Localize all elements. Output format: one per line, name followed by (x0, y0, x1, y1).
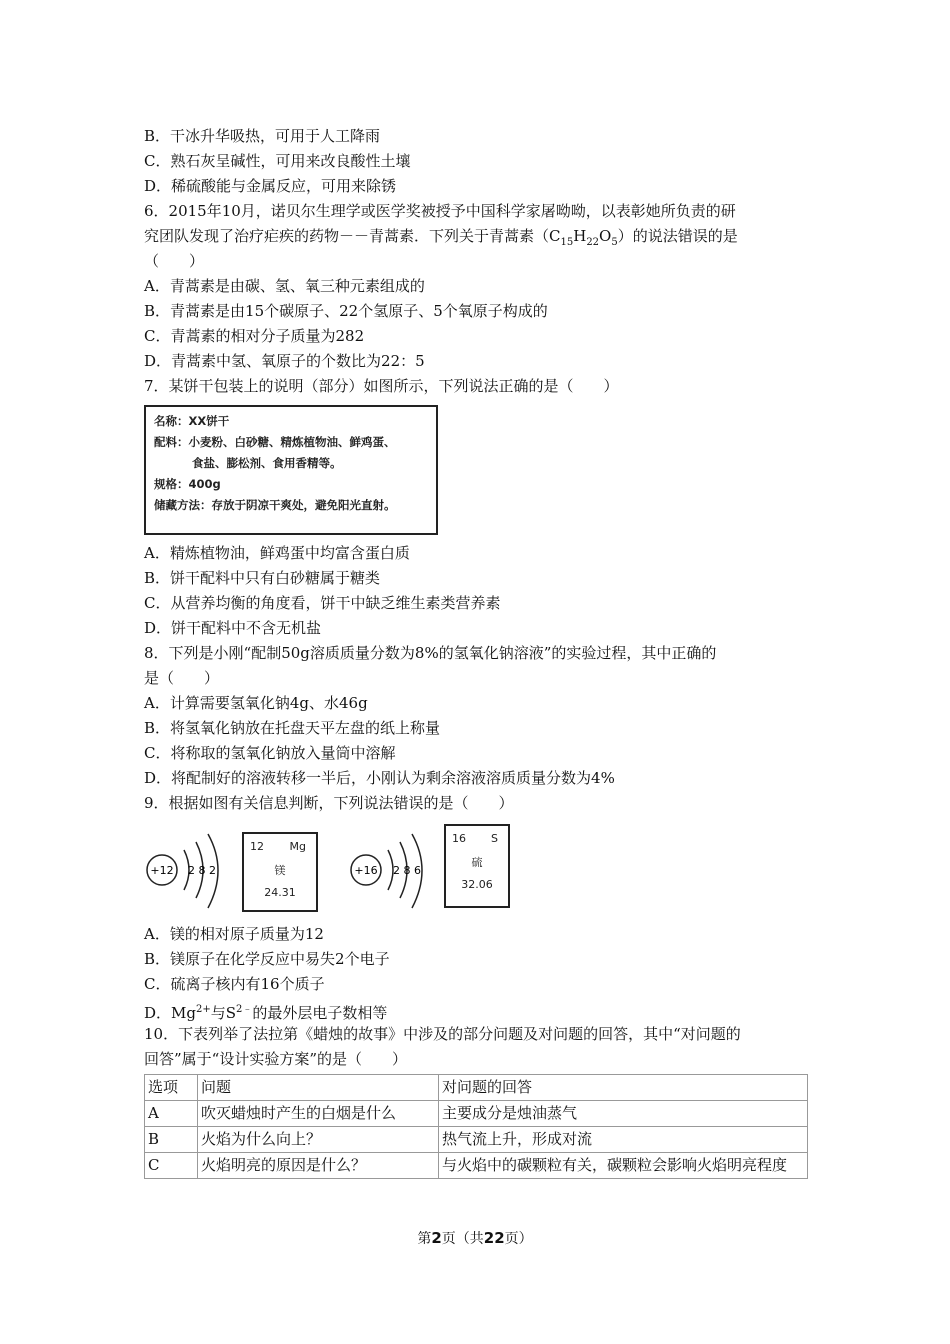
s-element-card (444, 824, 510, 908)
table-row (145, 1101, 808, 1127)
q9-option-b: B．镁原子在化学反应中易失2个电子 (144, 950, 390, 968)
q6-option-c: C．青蒿素的相对分子质量为282 (144, 327, 365, 345)
page-number: 2 (431, 1229, 442, 1247)
q10-stem-line2: 回答”属于“设计实验方案”的是（ ） (144, 1050, 408, 1068)
q8-stem-line2: 是（ ） (144, 669, 220, 687)
page-footer: 第2页（共22页） (417, 1229, 533, 1247)
table-header-cell: 问题 (198, 1075, 439, 1101)
table-cell: 主要成分是烛油蒸气 (439, 1101, 808, 1127)
page-total: 22 (483, 1229, 505, 1247)
candle-question-table (144, 1074, 808, 1179)
table-cell: 与火焰中的碳颗粒有关，碳颗粒会影响火焰明亮程度 (439, 1153, 808, 1179)
q9-option-a: A．镁的相对原子质量为12 (144, 925, 324, 943)
document-page (144, 124, 808, 1179)
q9-stem: 9．根据如图有关信息判断，下列说法错误的是（ ） (144, 794, 514, 812)
q7-stem: 7．某饼干包装上的说明（部分）如图所示，下列说法正确的是（ ） (144, 377, 619, 395)
q8-option-c: C．将称取的氢氧化钠放入量筒中溶解 (144, 744, 396, 762)
mg-mass: 24.31 (264, 886, 296, 899)
q7-option-c: C．从营养均衡的角度看，饼干中缺乏维生素类营养素 (144, 594, 501, 612)
atom-structure-figure (144, 820, 514, 916)
q6-stem-line1: 6．2015年10月，诺贝尔生理学或医学奖被授予中国科学家屠呦呦，以表彰她所负责的研 (144, 202, 736, 220)
mg-symbol: Mg (289, 840, 306, 853)
mg-shells-label: 2 8 2 (188, 864, 216, 877)
table-header-cell: 对问题的回答 (439, 1075, 808, 1101)
q6-option-d: D．青蒿素中氢、氧原子的个数比为22：5 (144, 352, 425, 370)
q5-option-c: C．熟石灰呈碱性，可用来改良酸性土壤 (144, 152, 411, 170)
q6-option-b: B．青蒿素是由15个碳原子、22个氢原子、5个氧原子构成的 (144, 302, 548, 320)
mg-name: 镁 (274, 864, 286, 877)
table-row (145, 1127, 808, 1153)
q8-option-a: A．计算需要氢氧化钠4g、水46g (144, 694, 368, 712)
q6-stem-line2: 究团队发现了治疗疟疾的药物－－青蒿素．下列关于青蒿素$(C_{15}H_{22}O_5)$的说法错误的是 (144, 227, 738, 248)
label-spec: 规格：400g (154, 477, 221, 491)
table-cell: 吹灭蜡烛时产生的白烟是什么 (198, 1101, 439, 1127)
q5-option-b: B．干冰升华吸热，可用于人工降雨 (144, 127, 381, 145)
table-cell: B (145, 1127, 198, 1153)
s-name: 硫 (471, 856, 483, 869)
label-ingredients-1: 配料：小麦粉、白砂糖、精炼植物油、鲜鸡蛋、 (154, 435, 396, 449)
q9-option-c: C．硫离子核内有16个质子 (144, 975, 325, 993)
q6-option-a: A．青蒿素是由碳、氢、氧三种元素组成的 (144, 277, 425, 295)
q10-stem-line1: 10．下表列举了法拉第《蜡烛的故事》中涉及的部分问题及对问题的回答，其中“对问题的 (144, 1025, 741, 1043)
table-cell: 火焰明亮的原因是什么？ (198, 1153, 439, 1179)
table-cell: A (145, 1101, 198, 1127)
biscuit-label-figure (144, 405, 438, 535)
s-nucleus-label: +16 (354, 864, 378, 877)
s-atomic-number: 16 (452, 832, 466, 845)
q8-option-d: D．将配制好的溶液转移一半后，小刚认为剩余溶液溶质质量分数为4% (144, 769, 615, 787)
q6-answer-paren: （ ） (144, 252, 205, 270)
s-symbol: S (491, 832, 498, 845)
mg-element-card (242, 832, 318, 912)
q9-option-d: D．$Mg^{2+}$与$S^{2﹣}$的最外层电子数相等 (144, 1004, 388, 1022)
table-header-row (145, 1075, 808, 1101)
table-cell: 热气流上升，形成对流 (439, 1127, 808, 1153)
label-name: 名称：XX饼干 (154, 414, 230, 428)
table-header-cell: 选项 (145, 1075, 198, 1101)
q5-option-d: D．稀硫酸能与金属反应，可用来除锈 (144, 177, 397, 195)
table-cell: 火焰为什么向上？ (198, 1127, 439, 1153)
q7-option-a: A．精炼植物油，鲜鸡蛋中均富含蛋白质 (144, 544, 410, 562)
label-ingredients-2: 食盐、膨松剂、食用香精等。 (192, 456, 342, 470)
label-storage: 储藏方法：存放于阴凉干爽处，避免阳光直射。 (154, 498, 396, 512)
s-mass: 32.06 (461, 878, 493, 891)
q7-option-d: D．饼干配料中不含无机盐 (144, 619, 322, 637)
mg-nucleus-label: +12 (150, 864, 174, 877)
table-row (145, 1153, 808, 1179)
mg-atomic-number: 12 (250, 840, 264, 853)
q8-option-b: B．将氢氧化钠放在托盘天平左盘的纸上称量 (144, 719, 441, 737)
q8-stem-line1: 8．下列是小刚“配制50g溶质质量分数为8%的氢氧化钠溶液”的实验过程，其中正确的 (144, 644, 717, 662)
table-cell: C (145, 1153, 198, 1179)
s-shells-label: 2 8 6 (393, 864, 421, 877)
q7-option-b: B．饼干配料中只有白砂糖属于糖类 (144, 569, 381, 587)
